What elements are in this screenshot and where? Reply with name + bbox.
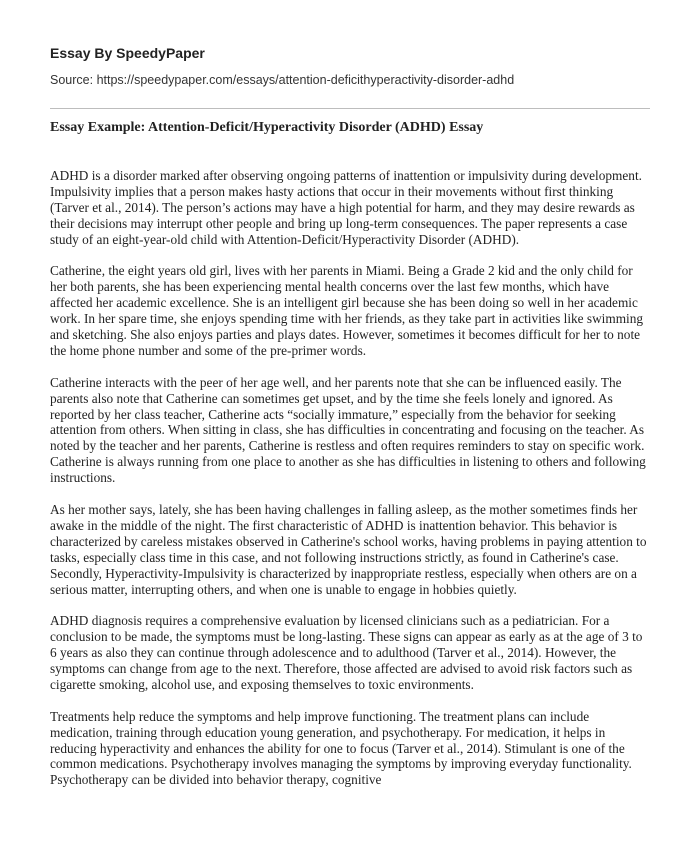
essay-body xyxy=(50,168,650,804)
brand-heading: Essay By SpeedyPaper xyxy=(50,45,205,61)
divider xyxy=(50,108,650,109)
essay-title: Essay Example: Attention-Deficit/Hyperactivity Disorder (ADHD) Essay xyxy=(50,120,484,135)
source-line xyxy=(50,72,514,88)
paragraph: ADHD is a disorder marked after observing ongoing patterns of inattention or impulsivity during development. Impulsivity implies that a person makes hasty actions that occur in their movements without first thinking (Tarver et al., 2014). The person’s actions may have a high potential for harm, and they may desire rewards as their decisions may interrupt other people and bring up long-term consequences. The paper represents a case study of an eight-year-old child with Attention-Deficit/Hyperactivity Disorder (ADHD). xyxy=(50,168,642,247)
paragraph: As her mother says, lately, she has been having challenges in falling asleep, as the mother sometimes finds her awake in the middle of the night. The first characteristic of ADHD is inattention behavior. This behavior is characterized by careless mistakes observed in Catherine's school works, having problems in paying attention to tasks, especially class time in this case, and not following instructions strictly, as found in Catherine's case. Secondly, Hyperactivity-Impulsivity is characterized by inappropriate restless, especially when others are on a serious matter, interrupting others, and when one is unable to engage in hobbies quietly. xyxy=(50,501,647,597)
paragraph: Treatments help reduce the symptoms and help improve functioning. The treatment plans can include medication, training through education young generation, and psychotherapy. For medication, it helps in reducing hyperactivity and enhances the ability for one to focus (Tarver et al., 2014). Stimulant is one of the common medications. Psychotherapy involves managing the symptoms by improving everyday functionality. Psychotherapy can be divided into behavior therapy, cognitive xyxy=(50,708,632,788)
source-label: Source: xyxy=(50,73,94,87)
paragraph: Catherine interacts with the peer of her age well, and her parents note that she can be influenced easily. The parents also note that Catherine can sometimes get upset, and by the time she feels lonely and ignored. As reported by her class teacher, Catherine acts “socially immature,” especially from the behavior for seeking attention from others. When sitting in class, she has difficulties in concentrating and focusing on the teacher. As noted by the teacher and her parents, Catherine is restless and often requires reminders to stay on specific work. Catherine is always running from one place to another as she has difficulties in listening to others and following instructions. xyxy=(50,374,646,486)
source-url: https://speedypaper.com/essays/attention-deficithyperactivity-disorder-adhd xyxy=(96,73,515,87)
paragraph: ADHD diagnosis requires a comprehensive evaluation by licensed clinicians such as a pediatrician. For a conclusion to be made, the symptoms must be long-lasting. These signs can appear as early as at the age of 3 to 6 years as also they can continue through adolescence and to adulthood (Tarver et al., 2014). However, the symptoms can change from age to the next. Therefore, those affected are advised to avoid risk factors such as cigarette smoking, alcohol use, and exposing themselves to toxic environments. xyxy=(50,613,643,692)
paragraph: Catherine, the eight years old girl, lives with her parents in Miami. Being a Grade 2 kid and the only child for her both parents, she has been experiencing mental health concerns over the last few months, which have affected her academic excellence. She is an intelligent girl because she has been doing so well in her academic work. In her spare time, she enjoys spending time with her friends, as they take part in activities like swimming and sketching. She also enjoys parties and plays dates. However, sometimes it becomes difficult for her to note the home phone number and some of the pre-primer words. xyxy=(50,263,644,358)
